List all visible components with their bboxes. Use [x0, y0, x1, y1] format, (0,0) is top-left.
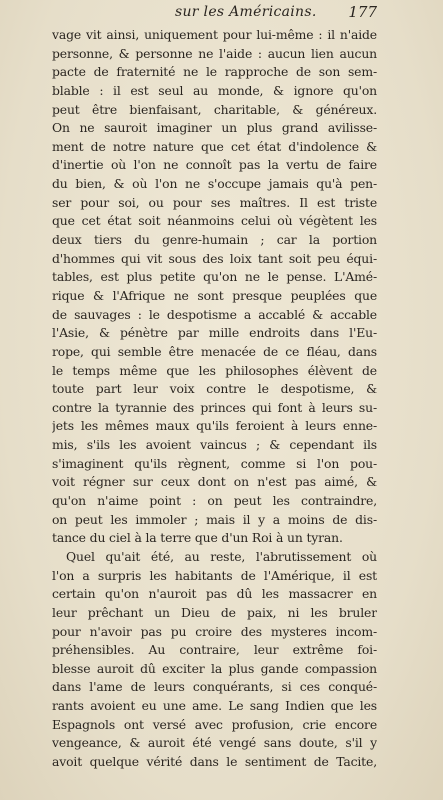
body-text	[52, 26, 377, 772]
text-line: s'imaginent qu'ils règnent, comme si l'on pou-	[52, 455, 377, 471]
text-line: peut être bienfaisant, charitable, & généreux.	[52, 101, 377, 117]
text-line: On ne sauroit imaginer un plus grand avilisse-	[52, 120, 377, 136]
text-line: voit régner sur ceux dont on n'est pas aimé, &	[52, 474, 377, 490]
text-line: on peut les immoler ; mais il y a moins de dis-	[52, 511, 377, 527]
text-line: de sauvages : le despotisme a accablé & accable	[52, 306, 377, 322]
text-line: vage vit ainsi, uniquement pour lui-même : il n'aide	[52, 27, 377, 42]
text-line: ser pour soi, ou pour ses maîtres. Il est triste	[52, 194, 377, 210]
page-header	[0, 2, 443, 28]
text-line: tables, est plus petite qu'on ne le pense. L'Amé-	[52, 269, 377, 285]
running-head: sur les Américains.	[175, 4, 317, 20]
text-line: pour n'avoir pas pu croire des mysteres incom-	[52, 623, 377, 639]
text-line: rique & l'Afrique ne sont presque peuplées que	[52, 287, 377, 303]
text-line: le temps même que les philosophes élèvent de	[52, 362, 377, 378]
text-line: du bien, & où l'on ne s'occupe jamais qu'à pen-	[52, 176, 377, 192]
text-line: mis, s'ils les avoient vaincus ; & cependant ils	[52, 437, 377, 453]
text-line: d'hommes qui vit sous des loix tant soit peu équi-	[52, 250, 377, 266]
text-line: toute part leur voix contre le despotisme, &	[52, 381, 377, 397]
text-line: rope, qui semble être menacée de ce fléau, dans	[52, 343, 377, 359]
text-line: rants avoient eu une ame. Le sang Indien que les	[52, 698, 377, 714]
text-line: que cet état soit néanmoins celui où végètent les	[52, 213, 377, 229]
text-line: préhensibles. Au contraire, leur extrême foi-	[52, 642, 377, 658]
text-line: tance du ciel à la terre que d'un Roi à un tyran.	[52, 530, 343, 546]
text-line: qu'on n'aime point : on peut les contraindre,	[52, 493, 377, 509]
text-line: ment de notre nature que cet état d'indolence &	[52, 138, 377, 154]
text-line: l'Asie, & pénètre par mille endroits dans l'Eu-	[52, 325, 377, 341]
text-line: jets les mêmes maux qu'ils feroient à leurs enne-	[52, 418, 377, 434]
text-line: certain qu'on n'auroit pas dû les massacrer en	[52, 586, 377, 602]
page-number: 177	[348, 3, 377, 21]
text-line: dans l'ame de leurs conquérants, si ces conqué-	[52, 679, 377, 695]
text-line: d'inertie où l'on ne connoît pas la vertu de faire	[52, 157, 377, 173]
text-line: pacte de fraternité ne le rapproche de son sem-	[52, 64, 377, 80]
text-line: leur prêchant un Dieu de paix, ni les bruler	[52, 604, 377, 620]
text-line: l'on a surpris les habitants de l'Amérique, il est	[52, 567, 377, 583]
text-line: personne, & personne ne l'aide : aucun lien aucun	[52, 45, 377, 61]
text-line: contre la tyrannie des princes qui font à leurs su-	[52, 399, 377, 415]
text-line: deux tiers du genre-humain ; car la portion	[52, 232, 377, 248]
text-line: blable : il est seul au monde, & ignore qu'on	[52, 82, 377, 98]
text-line: avoit quelque vérité dans le sentiment de Tacite,	[52, 753, 377, 769]
text-line: blesse auroit dû exciter la plus gande compassion	[52, 660, 377, 676]
text-line: vengeance, & auroit été vengé sans doute, s'il y	[52, 735, 377, 751]
text-line: Espagnols ont versé avec profusion, crie encore	[52, 716, 377, 732]
text-line: Quel qu'ait été, au reste, l'abrutissement où	[66, 548, 377, 564]
